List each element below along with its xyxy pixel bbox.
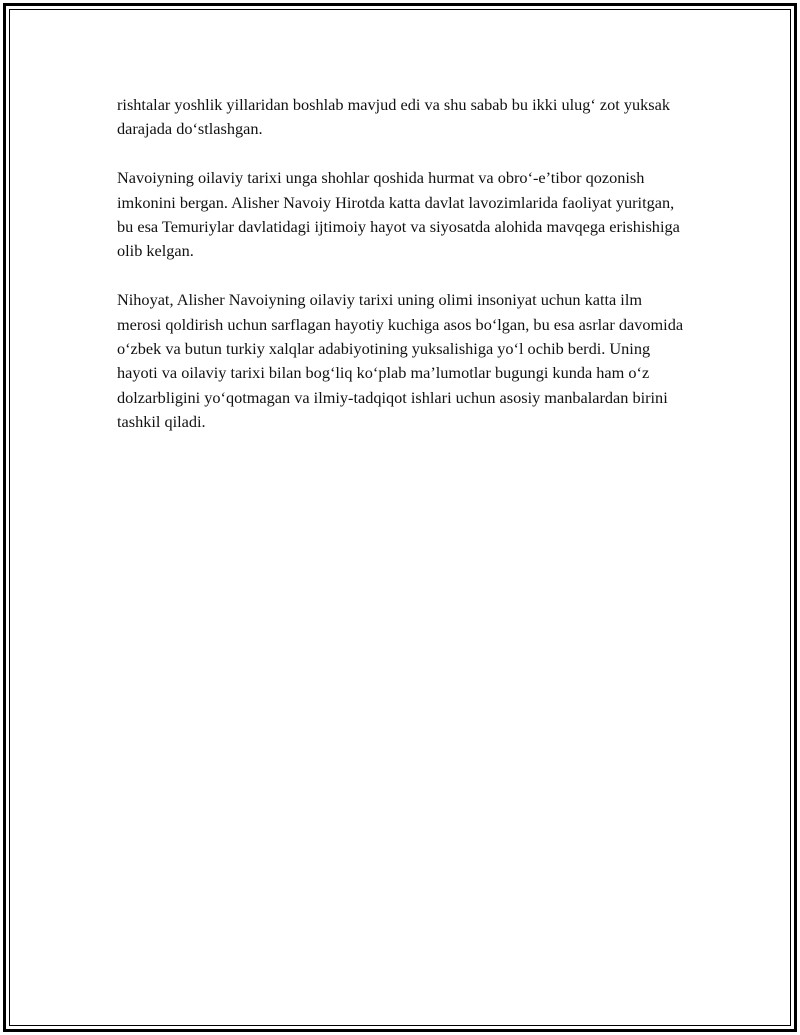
paragraph: Navoiyning oilaviy tarixi unga shohlar qoshida hurmat va obro‘-e’tibor qozonish imkonini bergan. Alisher Navoiy Hirotda katta davlat lavozimlarida faoliyat yuritgan, bu esa Temuriylar davlatidagi ijtimoiy hayot va siyosatda alohida mavqega erishishiga olib kelgan. [117, 168, 680, 261]
document-body [117, 93, 687, 459]
paragraph: rishtalar yoshlik yillaridan boshlab mavjud edi va shu sabab bu ikki ulug‘ zot yuksak darajada do‘stlashgan. [117, 95, 671, 139]
paragraph: Nihoyat, Alisher Navoiyning oilaviy tarixi uning olimi insoniyat uchun katta ilm merosi qoldirish uchun sarflagan hayotiy kuchiga asos bo‘lgan, bu esa asrlar davomida o‘zbek va butun turkiy xalqlar adabiyotining yuksalishiga yo‘l ochib berdi. Uning hayoti va oilaviy tarixi bilan bog‘liq ko‘plab ma’lumotlar bugungi kunda ham o‘z dolzarbligini yo‘qotmagan va ilmiy-tadqiqot ishlari uchun asosiy manbalardan birini tashkil qiladi. [117, 290, 684, 432]
